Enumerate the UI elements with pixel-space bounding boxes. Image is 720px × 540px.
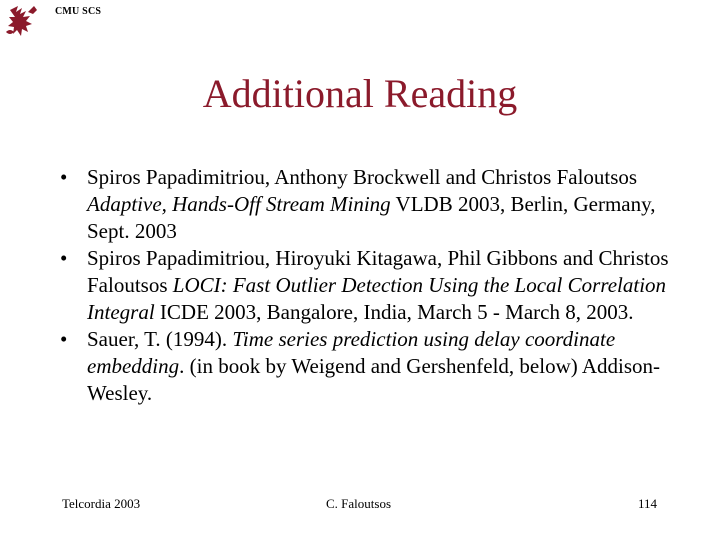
reference-title: Adaptive, Hands-Off Stream Mining <box>87 192 391 216</box>
griffin-logo-icon <box>4 2 42 40</box>
footer-left: Telcordia 2003 <box>62 496 141 511</box>
reference-list <box>60 164 700 407</box>
reference-venue: ICDE 2003, Bangalore, India, March 5 - March 8, 2003. <box>154 300 634 324</box>
reference-item <box>60 326 700 407</box>
reference-item <box>60 245 700 326</box>
bullet: • <box>60 165 68 189</box>
reference-title: LOCI: Fast Outlier Detection Using the Local Correlation Integral <box>87 273 667 324</box>
reference-venue: VLDB 2003, Berlin, Germany, Sept. 2003 <box>87 192 656 243</box>
page-number: 114 <box>638 496 658 511</box>
bullet: • <box>60 327 68 351</box>
bullet: • <box>60 246 68 270</box>
reference-title: Time series prediction using delay coordinate embedding <box>87 327 616 378</box>
slide-title: Additional Reading <box>202 71 518 116</box>
footer-author: C. Faloutsos <box>326 496 392 511</box>
reference-authors: Spiros Papadimitriou, Anthony Brockwell and Christos Faloutsos <box>87 165 638 189</box>
reference-authors: Sauer, T. (1994). <box>87 327 233 351</box>
header-label: CMU SCS <box>55 6 102 17</box>
reference-item <box>60 164 700 245</box>
reference-venue: . (in book by Weigend and Gershenfeld, below) Addison-Wesley. <box>87 354 660 405</box>
reference-authors: Spiros Papadimitriou, Hiroyuki Kitagawa, Phil Gibbons and Christos Faloutsos <box>87 246 669 297</box>
